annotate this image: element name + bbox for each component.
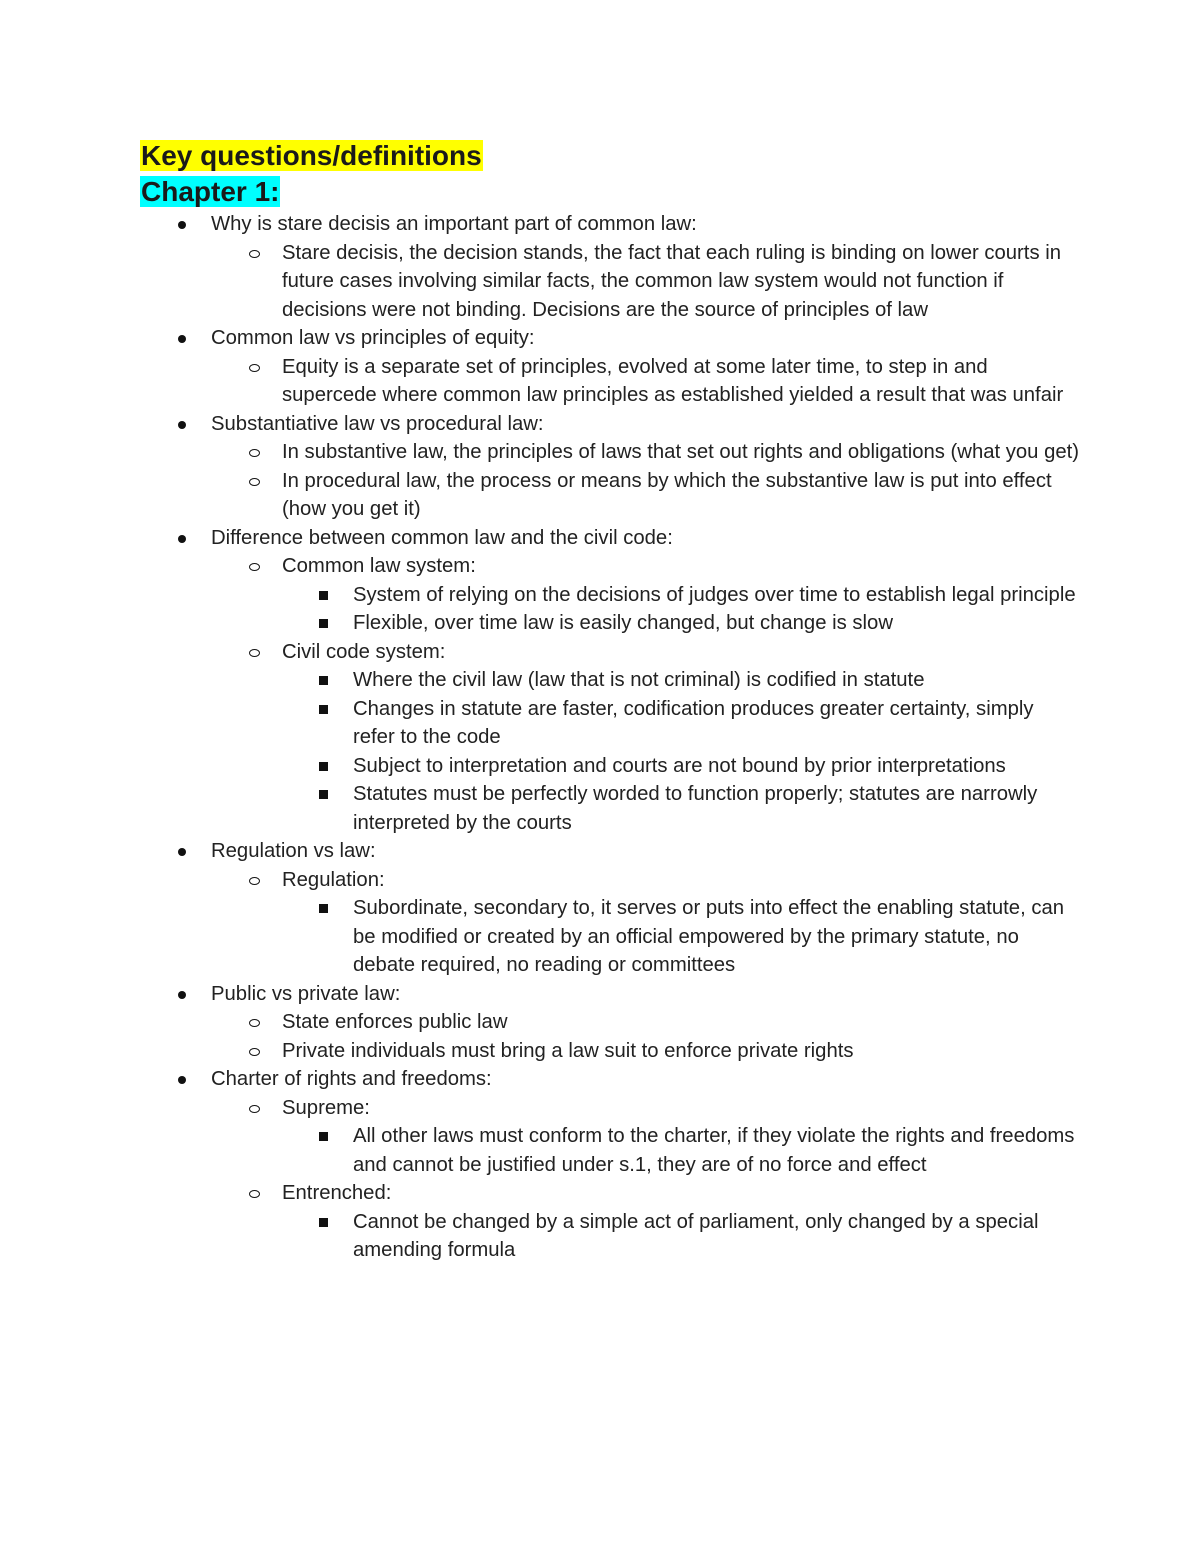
sub-sub-list — [140, 1122, 1080, 1179]
sub-list — [140, 866, 1080, 980]
list-item-text: Common law vs principles of equity: — [211, 327, 535, 349]
sub-list-item — [140, 1037, 1080, 1066]
square-bullet-icon — [319, 676, 328, 685]
sub-sub-list-item — [140, 581, 1080, 610]
sub-list-item-text: Private individuals must bring a law suit to enforce private rights — [282, 1039, 854, 1062]
square-bullet-icon — [319, 790, 328, 799]
sub-list-item — [140, 353, 1080, 410]
sub-list-wrapper — [140, 1094, 1080, 1265]
sub-list — [140, 552, 1080, 837]
sub-list-item-text: Equity is a separate set of principles, evolved at some later time, to step in and supercede where common law principles as established yielded a result that was unfair — [282, 355, 1064, 406]
sub-list-item-text: Civil code system: — [282, 640, 446, 663]
circle-bullet-icon — [249, 649, 260, 657]
sub-list-wrapper — [140, 438, 1080, 524]
sub-list-item — [140, 438, 1080, 467]
sub-list-wrapper — [140, 866, 1080, 980]
list-item-text: Public vs private law: — [211, 982, 401, 1005]
circle-bullet-icon — [249, 364, 260, 372]
sub-list-item — [140, 239, 1080, 325]
sub-sub-list-item-text: All other laws must conform to the charter, if they violate the rights and freedoms and cannot be justified under s.1, they are of no force and effect — [353, 1125, 1075, 1176]
chapter-highlight: Chapter 1: — [141, 176, 280, 207]
sub-sub-list-item-text: Changes in statute are faster, codification produces greater certainty, simply refer to the code — [353, 697, 1034, 748]
sub-sub-list-item-text: Where the civil law (law that is not criminal) is codified in statute — [353, 669, 925, 691]
sub-list — [140, 239, 1080, 325]
document-title — [140, 138, 1080, 174]
circle-bullet-icon — [249, 1105, 260, 1113]
sub-sub-list-item — [140, 695, 1080, 752]
circle-bullet-icon — [249, 1048, 260, 1056]
sub-list-wrapper — [140, 239, 1080, 325]
sub-list-item-text: Common law system: — [282, 555, 476, 577]
bullet-icon — [178, 848, 186, 856]
circle-bullet-icon — [249, 563, 260, 571]
list-item — [140, 837, 1080, 866]
circle-bullet-icon — [249, 250, 260, 258]
sub-list-item-text: Regulation: — [282, 868, 385, 891]
sub-sub-list-wrapper — [140, 1122, 1080, 1179]
list-item-text: Why is stare decisis an important part of common law: — [211, 213, 697, 235]
sub-list-item-text: Supreme: — [282, 1096, 370, 1119]
sub-sub-list-item — [140, 752, 1080, 781]
sub-sub-list-item-text: Subordinate, secondary to, it serves or puts into effect the enabling statute, can be modified or created by an official empowered by the primary statute, no debate required, no reading or committees — [353, 897, 1065, 976]
sub-list-wrapper — [140, 1008, 1080, 1065]
title-highlight: Key questions/definitions — [141, 140, 482, 171]
sub-sub-list-wrapper — [140, 581, 1080, 638]
list-item-text: Regulation vs law: — [211, 840, 376, 862]
bullet-icon — [178, 335, 186, 343]
list-item — [140, 524, 1080, 553]
sub-list-item — [140, 1179, 1080, 1208]
list-item — [140, 1065, 1080, 1094]
sub-list-wrapper — [140, 353, 1080, 410]
sub-sub-list — [140, 666, 1080, 837]
bullet-icon — [178, 991, 186, 999]
sub-sub-list — [140, 1208, 1080, 1265]
sub-sub-list-item — [140, 1208, 1080, 1265]
list-item-text: Charter of rights and freedoms: — [211, 1068, 492, 1090]
chapter-heading — [140, 174, 1080, 210]
sub-list-item — [140, 638, 1080, 667]
sub-sub-list-item-text: Subject to interpretation and courts are not bound by prior interpretations — [353, 754, 1006, 777]
square-bullet-icon — [319, 619, 328, 628]
sub-list-item — [140, 866, 1080, 895]
bullet-icon — [178, 221, 186, 229]
sub-list-item-text: In substantive law, the principles of laws that set out rights and obligations (what you get) — [282, 441, 1080, 463]
sub-sub-list-wrapper — [140, 666, 1080, 837]
sub-list-wrapper — [140, 552, 1080, 837]
sub-list-item — [140, 1094, 1080, 1123]
circle-bullet-icon — [249, 1190, 260, 1198]
square-bullet-icon — [319, 705, 328, 714]
sub-sub-list-wrapper — [140, 894, 1080, 980]
sub-list — [140, 353, 1080, 410]
document-page — [140, 138, 1080, 1265]
sub-list-item-text: In procedural law, the process or means by which the substantive law is put into effect (how you get it) — [282, 469, 1052, 520]
circle-bullet-icon — [249, 877, 260, 885]
square-bullet-icon — [319, 904, 328, 913]
sub-sub-list-item-text: Flexible, over time law is easily changed, but change is slow — [353, 612, 893, 634]
sub-list-item-text: Entrenched: — [282, 1182, 392, 1204]
sub-list — [140, 1094, 1080, 1265]
sub-list-item — [140, 1008, 1080, 1037]
sub-list-item — [140, 552, 1080, 581]
sub-list-item-text: Stare decisis, the decision stands, the fact that each ruling is binding on lower courts in future cases involving similar facts, the common law system would not function if decisions were not binding. Decisions are the source of principles of law — [282, 241, 1062, 321]
sub-list — [140, 438, 1080, 524]
sub-sub-list-item — [140, 780, 1080, 837]
sub-sub-list-item — [140, 666, 1080, 695]
bullet-icon — [178, 535, 186, 543]
list-item — [140, 410, 1080, 439]
circle-bullet-icon — [249, 1019, 260, 1027]
sub-sub-list-item — [140, 1122, 1080, 1179]
list-item — [140, 980, 1080, 1009]
sub-sub-list-item-text: Statutes must be perfectly worded to function properly; statutes are narrowly interpreted by the courts — [353, 783, 1038, 834]
sub-list-item-text: State enforces public law — [282, 1011, 508, 1033]
list-item — [140, 324, 1080, 353]
sub-sub-list-item-text: Cannot be changed by a simple act of parliament, only changed by a special amending formula — [353, 1210, 1039, 1261]
sub-list — [140, 1008, 1080, 1065]
outline-list — [140, 210, 1080, 1265]
square-bullet-icon — [319, 1218, 328, 1227]
list-item — [140, 210, 1080, 239]
square-bullet-icon — [319, 762, 328, 771]
sub-list-item — [140, 467, 1080, 524]
list-item-text: Difference between common law and the civil code: — [211, 526, 673, 549]
sub-sub-list — [140, 581, 1080, 638]
circle-bullet-icon — [249, 449, 260, 457]
sub-sub-list-item — [140, 609, 1080, 638]
bullet-icon — [178, 421, 186, 429]
list-item-text: Substantiative law vs procedural law: — [211, 412, 544, 435]
sub-sub-list — [140, 894, 1080, 980]
circle-bullet-icon — [249, 478, 260, 486]
sub-sub-list-item-text: System of relying on the decisions of judges over time to establish legal principle — [353, 583, 1076, 606]
square-bullet-icon — [319, 1132, 328, 1141]
sub-sub-list-wrapper — [140, 1208, 1080, 1265]
bullet-icon — [178, 1076, 186, 1084]
square-bullet-icon — [319, 591, 328, 600]
sub-sub-list-item — [140, 894, 1080, 980]
